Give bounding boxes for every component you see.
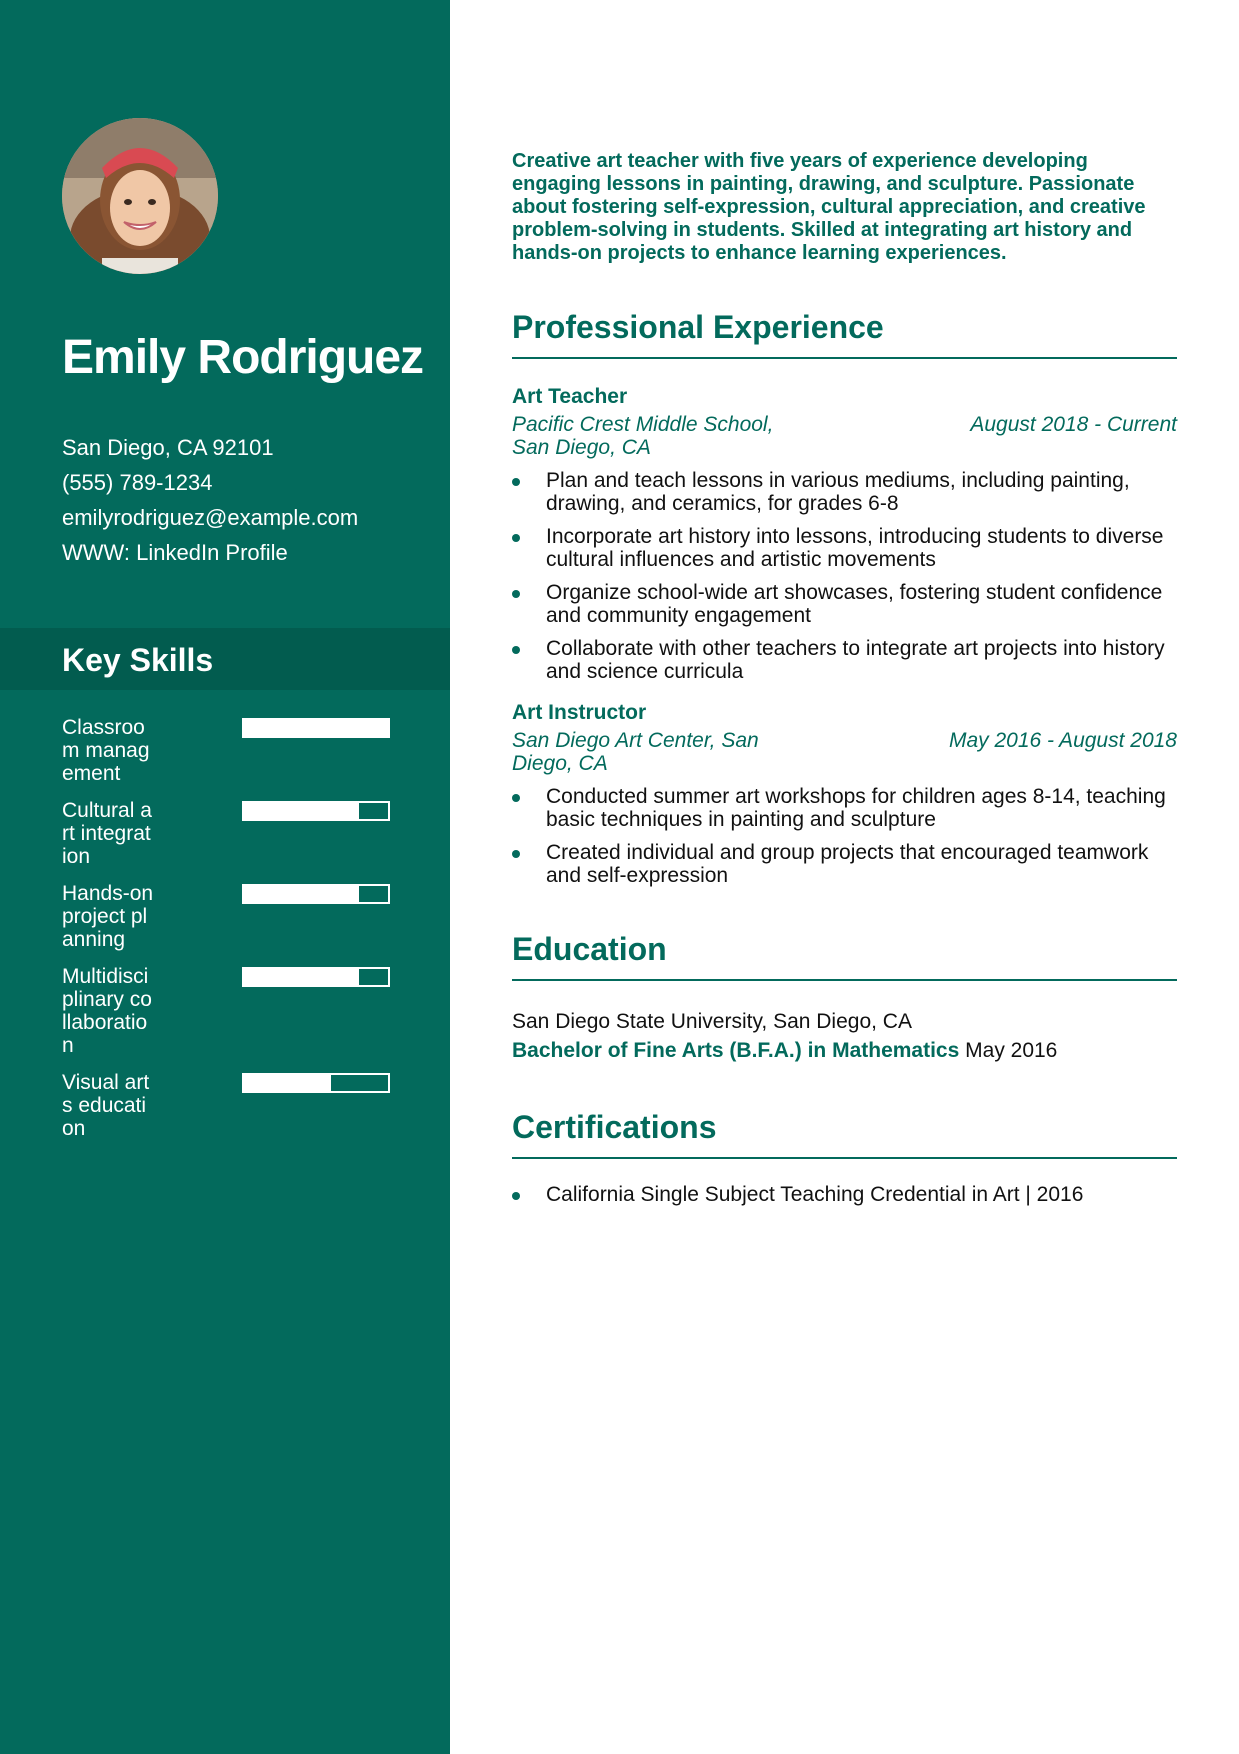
contact-phone[interactable]: (555) 789-1234 [62,470,213,495]
skills-list [62,716,390,1154]
skill-level-fill [244,803,359,819]
job-title: Art Instructor [512,701,647,724]
bullet-icon [512,794,520,802]
certifications-title: Certifications [512,1107,1177,1159]
job-bullet [512,469,1177,515]
job-bullet [512,841,1177,887]
job-entry [512,701,1177,887]
certification-item [512,1183,1177,1206]
skill-item [62,965,390,1057]
job-bullet-text: Plan and teach lessons in various mediums, including painting, drawing, and ceramics, for grades 6-8 [546,469,1130,515]
contact-address: San Diego, CA 92101 [62,435,274,460]
job-bullet [512,581,1177,627]
certification-text: California Single Subject Teaching Credential in Art | 2016 [546,1183,1084,1206]
job-dates: August 2018 - Current [970,413,1177,436]
sidebar [0,0,450,1754]
contact-info [62,430,358,570]
bullet-icon [512,478,520,486]
job-bullet [512,785,1177,831]
job-meta [512,729,1177,775]
skill-level-fill [244,886,359,902]
skill-label: Visual arts education [62,1071,150,1140]
skill-level-bar [242,718,390,738]
skill-level-bar [242,884,390,904]
skill-item [62,716,390,785]
skill-level-fill [244,720,388,736]
education-degree-line [512,1036,1177,1065]
skill-label: Multidisciplinary collaboration [62,965,152,1057]
jobs-list [512,385,1177,887]
job-company: San Diego Art Center, San Diego, CA [512,729,759,775]
candidate-name: Emily Rodriguez [62,331,424,384]
education-title: Education [512,929,1177,981]
certifications-list [512,1183,1177,1206]
job-bullet-text: Organize school-wide art showcases, fostering student confidence and community engagement [546,581,1163,627]
education-entry [512,1007,1177,1065]
skill-level-bar [242,801,390,821]
certifications-section [512,1107,1177,1206]
professional-summary: Creative art teacher with five years of experience developing engaging lessons in painting, drawing, and sculpture. Passionate about fostering self-expression, cultural appreciation, and creative problem-solving in students. Skilled at integrating art history and hands-on projects to enhance learning experiences. [512,150,1146,264]
job-bullet-text: Incorporate art history into lessons, introducing students to diverse cultural influences and artistic movements [546,525,1164,571]
skill-level-bar [242,1073,390,1093]
job-bullets [512,469,1177,683]
education-section [512,929,1177,1065]
education-school: San Diego State University, San Diego, CA [512,1010,912,1033]
skills-header [0,628,450,690]
bullet-icon [512,850,520,858]
skill-level-fill [244,1075,330,1091]
job-bullet-text: Conducted summer art workshops for children ages 8-14, teaching basic techniques in painting and sculpture [546,785,1166,831]
job-meta [512,413,1177,459]
skill-label: Classroom management [62,716,150,785]
job-company: Pacific Crest Middle School, San Diego, CA [512,413,774,459]
job-bullet-text: Collaborate with other teachers to integrate art projects into history and science curricula [546,637,1165,683]
contact-email[interactable]: emilyrodriguez@example.com [62,505,359,530]
job-title: Art Teacher [512,385,628,408]
education-date: May 2016 [965,1039,1058,1062]
bullet-icon [512,646,520,654]
skills-title: Key Skills [62,642,214,678]
skill-label: Hands-on project planning [62,882,154,951]
skill-item [62,1071,390,1140]
skill-level-bar [242,967,390,987]
bullet-icon [512,534,520,542]
skill-item [62,882,390,951]
job-bullet [512,525,1177,571]
job-bullets [512,785,1177,887]
main-content [512,150,1177,1216]
job-bullet-text: Created individual and group projects that encouraged teamwork and self-expression [546,841,1149,887]
bullet-icon [512,1192,520,1200]
experience-section [512,307,1177,887]
job-bullet [512,637,1177,683]
experience-title: Professional Experience [512,307,1177,359]
education-degree: Bachelor of Fine Arts (B.F.A.) in Mathematics [512,1039,960,1062]
profile-photo [62,118,218,274]
job-entry [512,385,1177,683]
bullet-icon [512,590,520,598]
skill-item [62,799,390,868]
portrait-image [62,118,218,274]
skill-level-fill [244,969,359,985]
skill-label: Cultural art integration [62,799,152,868]
job-dates: May 2016 - August 2018 [948,729,1177,752]
contact-website-link[interactable]: WWW: LinkedIn Profile [62,540,288,565]
